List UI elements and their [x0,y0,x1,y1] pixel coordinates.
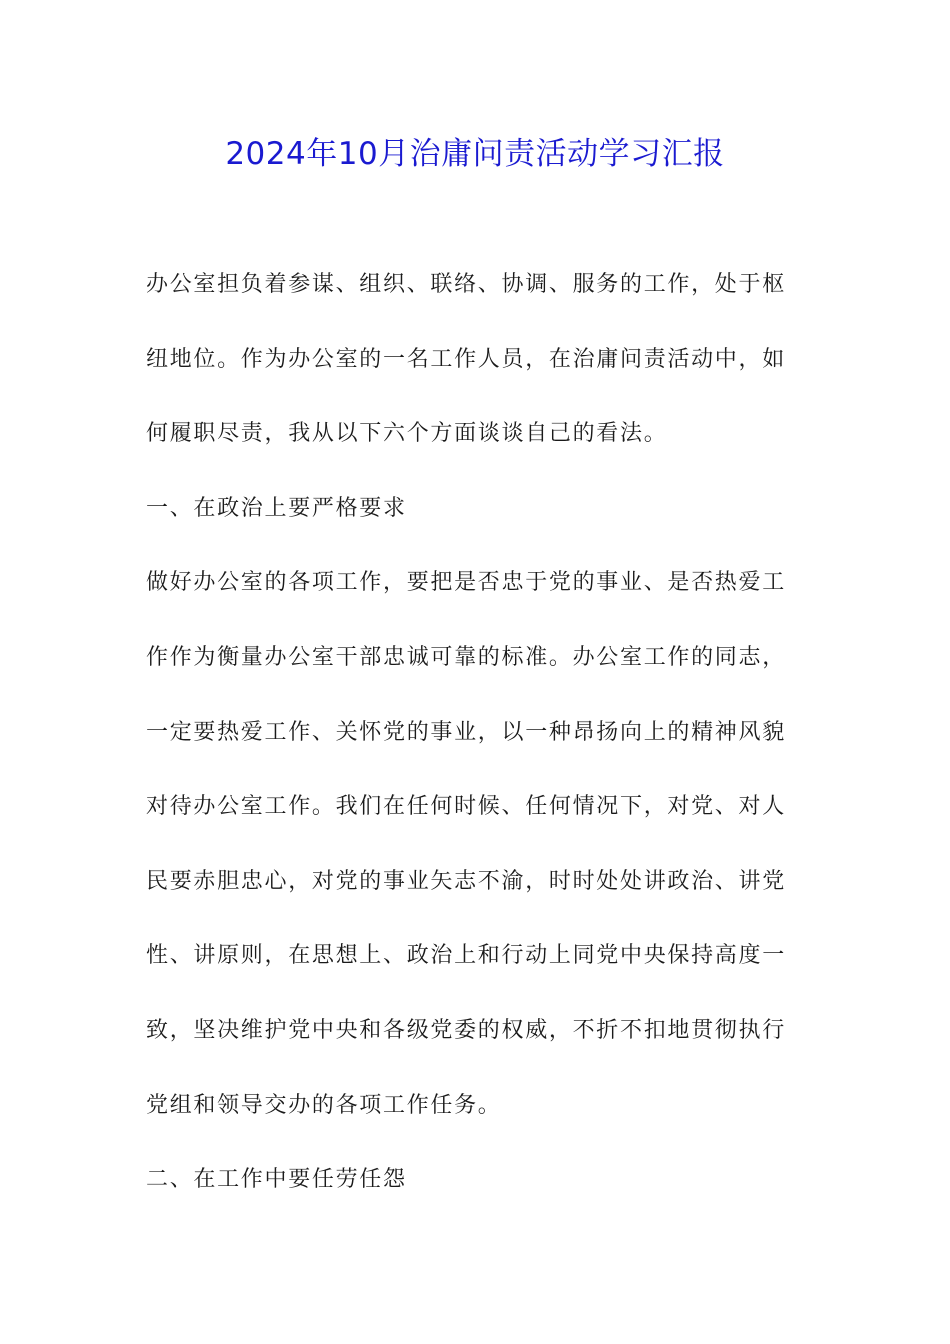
paragraph-line: 党组和领导交办的各项工作任务。 [146,1092,502,1118]
paragraph-line: 致，坚决维护党中央和各级党委的权威，不折不扣地贯彻执行 [146,1017,786,1043]
paragraph-line: 办公室担负着参谋、组织、联络、协调、服务的工作，处于枢 [146,272,786,297]
document-title: 2024年10月治庸问责活动学习汇报 [225,136,725,172]
paragraph-line: 作作为衡量办公室干部忠诚可靠的标准。办公室工作的同志， [146,644,786,670]
paragraph-line: 纽地位。作为办公室的一名工作人员，在治庸问责活动中，如 [146,346,786,372]
section-heading-2: 二、在工作中要任劳任怨 [146,1167,407,1193]
paragraph-line: 何履职尽责，我从以下六个方面谈谈自己的看法。 [146,421,668,447]
section-heading-1: 一、在政治上要严格要求 [146,495,407,521]
paragraph-line: 一定要热爱工作、关怀党的事业，以一种昂扬向上的精神风貌 [146,719,786,745]
paragraph-line: 做好办公室的各项工作，要把是否忠于党的事业、是否热爱工 [146,570,786,596]
paragraph-line: 民要赤胆忠心，对党的事业矢志不渝，时时处处讲政治、讲党 [146,868,786,894]
document-body [146,257,806,1227]
paragraph-line: 对待办公室工作。我们在任何时候、任何情况下，对党、对人 [146,794,786,820]
paragraph-line: 性、讲原则，在思想上、政治上和行动上同党中央保持高度一 [146,943,786,969]
